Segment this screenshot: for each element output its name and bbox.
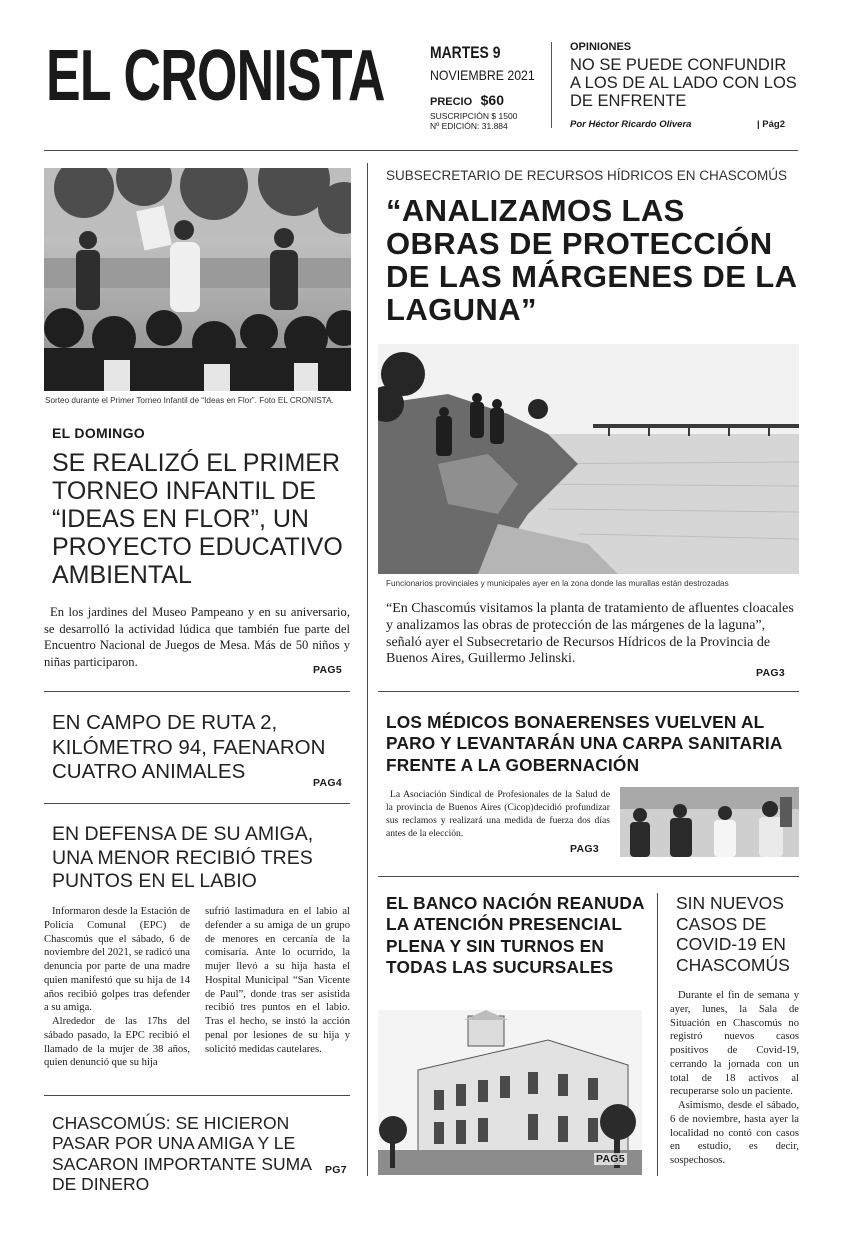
banco-photo [378,1010,642,1175]
amiga-col2-text: sufrió lastimadura en el labio al defender a su amiga de un grupo de menores en cercanía de la comisaría. Ante lo ocurrido, la mujer llevó a su hija hasta el Hospital Municipal “San Vicente de Paul”, donde tras ser asistida recibió tres puntos en el labio. Tras el hecho, se instó la acción penal por lesiones de su hija y solicitó medidas cautelares. [205,906,350,1055]
right-rule-1 [378,691,799,692]
torneo-headline[interactable]: SE REALIZÓ EL PRIMER TORNEO INFANTIL DE “IDEAS EN FLOR”, UN PROYECTO EDUCATIVO AMBIENTAL [52,449,343,589]
opinion-page[interactable]: | Pág2 [757,119,786,130]
torneo-photo [44,168,351,391]
left-rule-2 [44,803,350,804]
newspaper-title: EL CRONISTA [46,36,385,116]
right-rule-2 [378,876,799,877]
medicos-photo [620,787,799,857]
ruta-headline[interactable]: EN CAMPO DE RUTA 2, KILÓMETRO 94, FAENARON CUATRO ANIMALES [52,711,326,784]
covid-headline[interactable]: SIN NUEVOS CASOS DE COVID-19 EN CHASCOMÚS [676,893,790,975]
edition-number: Nº EDICIÓN: 31.884 [430,121,508,131]
opinion-headline[interactable]: NO SE PUEDE CONFUNDIR A LOS DE AL LADO CON LOS DE ENFRENTE [570,56,797,111]
medicos-headline[interactable]: LOS MÉDICOS BONAERENSES VUELVEN AL PARO Y LEVANTARÁN UNA CARPA SANITARIA FRENTE A LA GOBERNACIÓN [386,712,782,775]
covid-divider [657,893,658,1176]
torneo-body: En los jardines del Museo Pampeano y en su aniversario, se desarrolló la actividad lúdica que también fue parte del Encuentro Nacional de Juegos de Mesa. Más de 50 niños y niñas participaron. [44,605,350,669]
covid-body [670,989,799,1168]
laguna-photo-caption: Funcionarios provinciales y municipales ayer en la zona donde las murallas están destrozadas [386,579,729,588]
laguna-photo [378,344,799,574]
laguna-body: “En Chascomús visitamos la planta de tratamiento de afluentes cloacales y analizamos las obras de protección de las márgenes de la laguna”, señaló ayer el Subsecretario de Recursos Hídricos de la Provincia de Buenos Aires, Guillermo Jelinski. [386,601,794,667]
left-rule-1 [44,691,350,692]
ruta-page[interactable]: PAG4 [313,777,343,789]
masthead [0,0,844,150]
masthead-rule [44,150,798,151]
bank-building-image [378,1010,642,1175]
banco-headline[interactable]: EL BANCO NACIÓN REANUDA LA ATENCIÓN PRESENCIAL PLENA Y SIN TURNOS EN TODAS LAS SUCURSALES [386,893,645,978]
price-value: $60 [480,92,504,108]
torneo-photo-caption: Sorteo durante el Primer Torneo Infantil de “Ideas en Flor”. Foto EL CRONISTA. [45,396,334,405]
amiga-column-2 [205,905,350,1056]
medicos-body: La Asociación Sindical de Profesionales de la Salud de la provincia de Buenos Aires (Cicop)decidió profundizar sus reclamos y realizará una medida de fuerza dos días antes de la elección. [386,789,610,839]
price-box [430,92,504,110]
amiga-headline[interactable]: EN DEFENSA DE SU AMIGA, UNA MENOR RECIBIÓ TRES PUNTOS EN EL LABIO [52,823,314,893]
laguna-page[interactable]: PAG3 [756,667,786,679]
lagoon-shore-image [378,344,799,574]
column-divider [367,163,368,1176]
banco-page[interactable]: PAG5 [596,1153,626,1165]
torneo-kicker: EL DOMINGO [52,425,145,441]
opinion-label: OPINIONES [570,41,632,53]
masthead-divider [551,42,552,128]
opinion-author: Por Héctor Ricardo Olivera [570,119,692,130]
amiga-column-1 [44,905,190,1070]
issue-month-year: NOVIEMBRE 2021 [430,67,535,83]
estafa-headline[interactable]: CHASCOMÚS: SE HICIERON PASAR POR UNA AMIGA Y LE SACARON IMPORTANTE SUMA DE DINERO [52,1113,311,1195]
amiga-col1-p2: Alrededor de las 17hs del sábado pasado, la EPC recibió el llamado de la mujer de 38 años, quien denunció que su hija [44,1016,190,1069]
issue-day: MARTES 9 [430,43,501,62]
children-event-image [44,168,351,391]
torneo-page[interactable]: PAG5 [313,664,343,676]
estafa-page[interactable]: PG7 [325,1164,347,1176]
price-label: PRECIO [430,96,473,108]
covid-p2: Asimismo, desde el sábado, 6 de noviembre, hasta ayer la localidad no contó con casos en estudio, es decir, sospechosos. [670,1100,799,1167]
covid-p1: Durante el fin de semana y ayer, lunes, la Sala de Situación en Chascomús no registró nuevos casos positivos de Covid-19, cerrando la jornada con un total de 18 activos al recuperarse solo un paciente. [670,990,799,1098]
medicos-page[interactable]: PAG3 [570,843,600,855]
left-rule-3 [44,1095,350,1096]
doctors-protest-image [620,787,799,857]
subscription-price: SUSCRIPCIÓN $ 1500 [430,111,518,121]
laguna-headline[interactable]: “ANALIZAMOS LAS OBRAS DE PROTECCIÓN DE LAS MÁRGENES DE LA LAGUNA” [386,193,797,328]
laguna-kicker: SUBSECRETARIO DE RECURSOS HÍDRICOS EN CHASCOMÚS [386,168,788,183]
amiga-col1-p1: Informaron desde la Estación de Policía Comunal (EPC) de Chascomús que el sábado, 6 de noviembre del 2021, se radicó una denuncia por parte de una madre quien manifestó que su hija de 14 años recibió golpes tras defender a su amiga. [44,906,190,1014]
